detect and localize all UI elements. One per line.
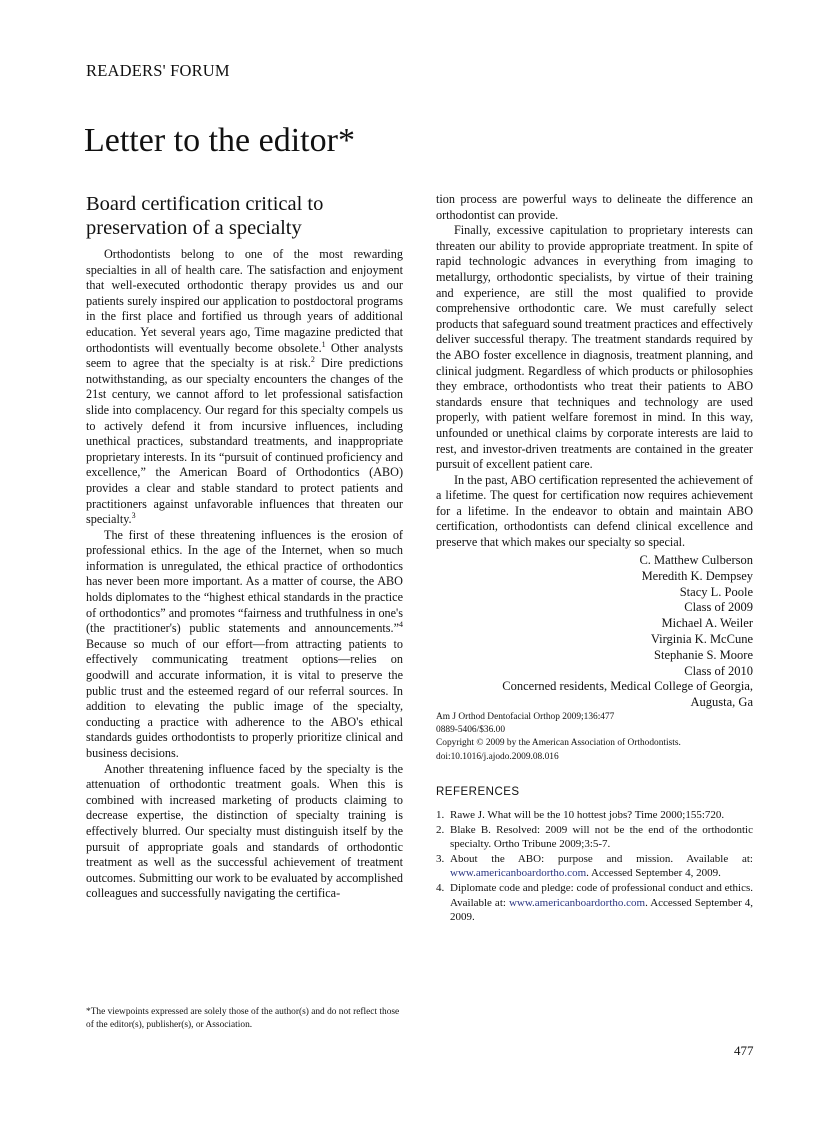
reference-link[interactable]: www.americanboardortho.com (508, 896, 646, 909)
signature-line: Stephanie S. Moore (654, 647, 753, 662)
signature-line: Virginia K. McCune (650, 631, 753, 646)
reference-item (436, 881, 753, 925)
signature-line: Michael A. Weiler (661, 616, 753, 631)
reference-item (436, 823, 753, 852)
signature-line: C. Matthew Culberson (639, 553, 753, 567)
paragraph-text: tion process are powerful ways to delineate the difference an orthodontist can provide. (436, 192, 753, 222)
page-number: 477 (734, 1043, 754, 1058)
paragraph (86, 762, 403, 902)
signatures (436, 553, 753, 711)
paragraph-text: The first of these threatening influences is the erosion of professional ethics. In the age of the Internet, when so much information is unregulated, the ethical practice of orthodontics has never been more important. As a matter of course, the ABO holds diplomates to the “highest ethical standards in the practice of orthodontics” and promotes “fairness and truthfulness in one's (the practitioner's) public statements and announcements.” (86, 527, 403, 636)
paragraph (436, 192, 753, 223)
citation-meta (436, 711, 681, 764)
paragraph-text: In the past, ABO certification represented the achievement of a lifetime. The quest for certification now requires achievement for a lifetime. In the endeavor to obtain and maintain ABO certification, orthodontists can defend clinical excellence and preserve that which makes our specialty so special. (436, 472, 753, 550)
paragraph (86, 247, 403, 528)
paragraph (436, 223, 753, 473)
signature-line: Stacy L. Poole (679, 584, 753, 599)
reference-number: 3. (436, 852, 445, 865)
section-heading: READERS' FORUM (86, 61, 230, 80)
paragraph (436, 473, 753, 551)
letter-subtitle: Board certification critical to preservation of a specialty (86, 193, 324, 239)
reference-text: . Accessed September 4, 2009. (586, 867, 721, 880)
paragraph-text: Because so much of our effort—from attracting patients to effectively communicating treatment options—relies on goodwill and accurate information, it is vital to preserve the public trust and the esteemed regard of our referral sources. In addition to elevating the public image of the specialty, conducting a practice with adherence to the ABO's ethical standards guides orthodontists to properly prioritize clinical and business decisions. (86, 636, 403, 760)
left-column (86, 247, 403, 902)
paragraph-text: Finally, excessive capitulation to proprietary interests can threaten our ability to provide appropriate treatment. In spite of rapid technologic advances in everything from imaging to metallurgy, orthodontic specialists, by virtue of their training and experience, are still the most qualified to provide comprehensive orthodontic care. We must carefully select products that safeguard sound treatment practices and effectively deliver successful therapy. The treatment standards required by the ABO foster excellence in diagnosis, treatment planning, and clinical judgment. Regardless of which products or philosophies they embrace, orthodontists who treat their patients to ABO standards ensure that techniques and technology are used properly, with patient welfare foremost in mind. In this way, unfounded or unethical claims by corporate interests are laid to rest, and investor-driven treatments are contained in the greater pursuit of excellent patient care. (436, 223, 753, 472)
paragraph (86, 528, 403, 762)
references-list (436, 808, 753, 925)
footnote: *The viewpoints expressed are solely those of the author(s) and do not reflect those of the editor(s), publisher(s), or Association. (86, 1007, 400, 1030)
reference-item (436, 852, 753, 881)
meta-line: Copyright © 2009 by the American Association of Orthodontists. (436, 738, 681, 749)
reference-text: Diplomate code and pledge: code of professional conduct and ethics. Available at: (450, 881, 754, 909)
title-footnote-mark: * (337, 122, 355, 159)
signature-line: Concerned residents, Medical College of Georgia, (502, 679, 753, 694)
citation-superscript: 1 (321, 339, 326, 349)
citation-superscript: 2 (310, 355, 315, 365)
paragraph-text: Another threatening influence faced by the specialty is the attenuation of orthodontic treatment goals. When this is combined with increased marketing of products claiming to decrease expertise, the distinction of specialty training is effectively blurred. Our specialty must distinguish itself by the pursuit of appropriate goals and standards of orthodontic treatment as well as the successful achievement of treatment outcomes. Submitting our work to be evaluated by accomplished colleagues and successfully navigating the certifica- (86, 761, 403, 901)
meta-line: doi:10.1016/j.ajodo.2009.08.016 (436, 751, 559, 762)
reference-text: Rawe J. What will be the 10 hottest jobs? Time 2000;155:720. (450, 809, 725, 821)
reference-text: About the ABO: purpose and mission. Available at: (450, 852, 753, 865)
title-text: Letter to the editor (84, 122, 338, 159)
reference-number: 2. (436, 823, 445, 836)
reference-text: Blake B. Resolved: 2009 will not be the end of the orthodontic specialty. Ortho Tribune 2009;3:5-7. (450, 823, 753, 851)
reference-text: . Accessed September 4, 2009. (450, 896, 754, 924)
citation-superscript: 4 (399, 620, 403, 630)
reference-number: 4. (436, 881, 445, 894)
signature-line: Class of 2009 (684, 600, 753, 615)
article-title (84, 122, 355, 160)
paragraph-text: Orthodontists belong to one of the most rewarding specialties in all of health care. The satisfaction and enjoyment that well-executed orthodontic therapy provides us and our patients surely inspired our application to postdoctoral programs in the first place and fortified us through years of additional education. Yet several years ago, Time magazine predicted that orthodontists will eventually become obsolete. (86, 247, 403, 355)
reference-link[interactable]: www.americanboardortho.com (450, 867, 587, 880)
reference-item (436, 808, 753, 823)
meta-line: Am J Orthod Dentofacial Orthop 2009;136:477 (436, 712, 615, 722)
signature-line: Meredith K. Dempsey (641, 568, 753, 583)
reference-number: 1. (436, 809, 445, 821)
meta-line: 0889-5406/$36.00 (436, 725, 506, 736)
signature-line: Augusta, Ga (690, 695, 753, 710)
paragraph-text: Dire predictions notwithstanding, as our specialty encounters the changes of the 21st century, we cannot afford to let professional satisfaction slide into complacency. Our regard for this specialty compels us to actively defend it from incursive influences, including unethical practices, substandard treatments, and inappropriate proprietary interests. In its “pursuit of continued proficiency and excellence,” the American Board of Orthodontics (ABO) provides a clear and stable standard to protect patients and practitioners against unfavorable influences that threaten our specialty. (86, 356, 403, 527)
references-heading: REFERENCES (436, 786, 520, 798)
paragraph-text: Other analysts seem to agree that the specialty is at risk. (86, 340, 404, 371)
citation-superscript: 3 (131, 511, 136, 521)
signature-line: Class of 2010 (684, 663, 753, 678)
right-column (436, 192, 753, 551)
